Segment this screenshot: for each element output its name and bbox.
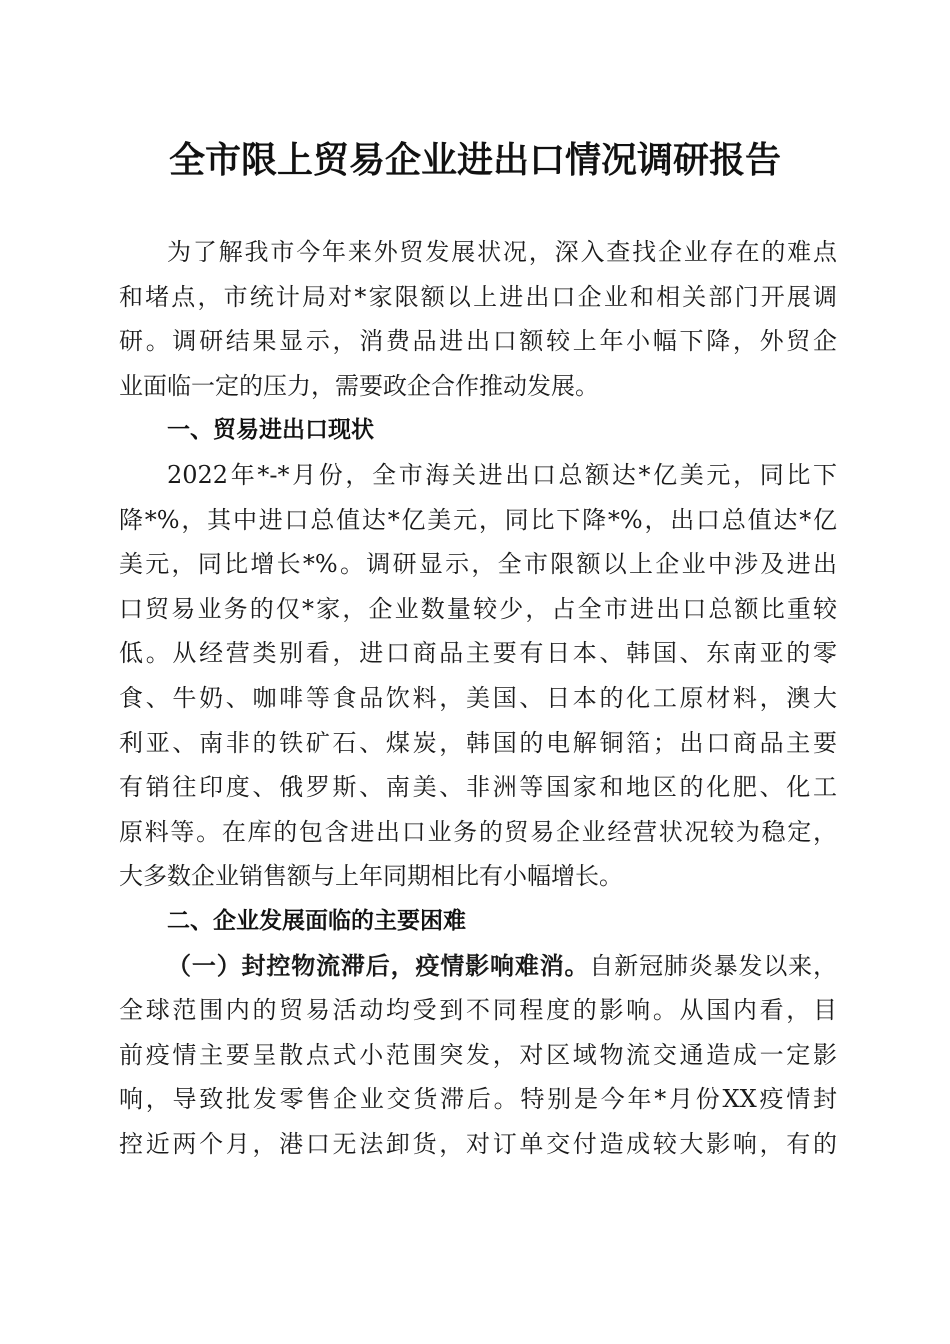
section2-sub1-line: 全球范围内的贸易活动均受到不同程度的影响。从国内看，目	[119, 996, 837, 1025]
section1-paragraph	[119, 453, 837, 899]
section1-heading: 一、贸易进出口现状	[167, 417, 374, 444]
section2-sub1-first-line	[119, 944, 837, 989]
section2-heading: 二、企业发展面临的主要困难	[167, 907, 466, 934]
section1-line: 口贸易业务的仅*家，企业数量较少，占全市进出口总额比重较	[119, 594, 837, 623]
intro-line: 业面临一定的压力，需要政企合作推动发展。	[119, 371, 599, 400]
section2-sub1-lead: （一）封控物流滞后，疫情影响难消。	[167, 950, 590, 980]
intro-line: 研。调研结果显示，消费品进出口额较上年小幅下降，外贸企	[119, 327, 837, 356]
intro-paragraph	[119, 230, 837, 408]
section1-line: 大多数企业销售额与上年同期相比有小幅增长。	[119, 862, 623, 891]
section1-line: 2022年*-*月份，全市海关进出口总额达*亿美元，同比下	[167, 460, 837, 489]
section2-sub1-line: 响，导致批发零售企业交货滞后。特别是今年*月份XX疫情封	[119, 1085, 837, 1114]
section1-line: 低。从经营类别看，进口商品主要有日本、韩国、东南亚的零	[119, 639, 837, 668]
section1-line: 食、牛奶、咖啡等食品饮料，美国、日本的化工原材料，澳大	[119, 683, 837, 712]
intro-line: 为了解我市今年来外贸发展状况，深入查找企业存在的难点	[167, 238, 837, 266]
section2-sub1-paragraph	[119, 944, 837, 1167]
section1-line: 降*%，其中进口总值达*亿美元，同比下降*%，出口总值达*亿	[119, 505, 837, 534]
document-title: 全市限上贸易企业进出口情况调研报告	[168, 139, 781, 181]
section2-sub1-line: 控近两个月，港口无法卸货，对订单交付造成较大影响，有的	[119, 1129, 837, 1158]
section1-line: 有销往印度、俄罗斯、南美、非洲等国家和地区的化肥、化工	[119, 773, 837, 802]
intro-line: 和堵点，市统计局对*家限额以上进出口企业和相关部门开展调	[119, 282, 837, 311]
section2-sub1-lead-rest: 自新冠肺炎暴发以来，	[589, 951, 838, 980]
section2-sub1-line: 前疫情主要呈散点式小范围突发，对区域物流交通造成一定影	[119, 1040, 837, 1069]
section1-line: 利亚、南非的铁矿石、煤炭，韩国的电解铜箔；出口商品主要	[119, 728, 837, 757]
document-body	[119, 230, 837, 1166]
section1-line: 美元，同比增长*%。调研显示，全市限额以上企业中涉及进出	[119, 550, 837, 579]
section1-line: 原料等。在库的包含进出口业务的贸易企业经营状况较为稳定，	[119, 817, 837, 846]
